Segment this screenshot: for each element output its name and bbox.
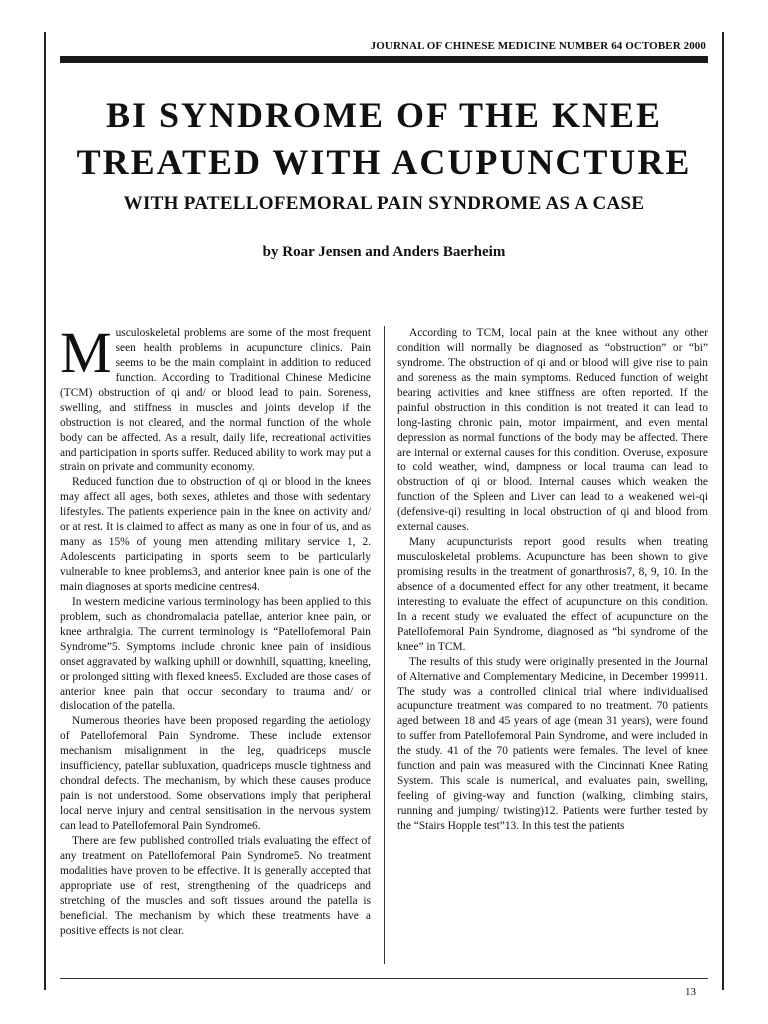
article-title: BI SYNDROME OF THE KNEE TREATED WITH ACUPUNCTURE <box>76 95 692 182</box>
article-body <box>60 320 708 964</box>
body-paragraph: There are few published controlled trials evaluating the effect of any treatment on Patellofemoral Pain Syndrome5. No treatment modalities have proven to be effective. It is generally accepted that appropriate use of rest, strengthening of the quadriceps and stretching of the muscles and soft tissues around the patella is beneficial. The mechanism by which these treatments have a positive effects is not clear. <box>60 834 371 937</box>
body-paragraph: According to TCM, local pain at the knee without any other condition will normally be diagnosed as “obstruction” or “bi” syndrome. The obstruction of qi and or blood will give rise to pain and soreness as the main symptoms. Reduced function of weight bearing activities and knee stiffness are often reported. If the painful obstruction in this condition is not treated it can lead to long-lasting chronic pain, motor impairment, and even mental depression as normal functions of the body may be affected. There are internal or external causes for this condition. Overuse, exposure to cold weather, wind, dampness or local trauma can lead to obstruction of qi or blood. Internal causes which weaken the function of the Spleen and Liver can lead to a weakened wei-qi (defensive-qi) resulting in local obstruction of qi and blood from external causes. <box>397 327 708 534</box>
journal-header: JOURNAL OF CHINESE MEDICINE NUMBER 64 OCTOBER 2000 <box>370 40 706 52</box>
article-subtitle: WITH PATELLOFEMORAL PAIN SYNDROME AS A CASE <box>123 193 645 214</box>
header-bar <box>60 56 708 63</box>
body-paragraph: Musculoskeletal problems are some of the most frequent seen health problems in acupuncture clinics. Pain seems to be the main complaint in addition to reduced function. According to Traditional Chinese Medicine (TCM) obstruction of qi and/ or blood lead to pain. Soreness, swelling, and stiffness in muscles and joints develop if the obstruction is not cleared, and the normal function of the whole body can be affected. As a result, daily life, recreational activities and participation in sports suffer. Reduced ability to work may put a strain on private and community economy. <box>60 320 371 474</box>
footer-rule <box>60 978 708 979</box>
body-paragraph: Numerous theories have been proposed regarding the aetiology of Patellofemoral Pain Syndrome. These include extensor mechanism misalignment in the leg, quadriceps muscle insufficiency, patellar subluxation, quadriceps muscle tightness and chondral defects. The mechanism, by which these causes produce pain is not understood. Some observations imply that peripheral local nerve injury and central sensitisation in the nervous system can lead to Patellofemoral Pain Syndrome6. <box>60 715 371 832</box>
body-paragraph: Many acupuncturists report good results when treating musculoskeletal problems. Acupuncture has been shown to give promising results in the treatment of gonarthrosis7, 8, 9, 10. In the absence of a documented effect for any other treatment, it became interesting to evaluate the effect of acupuncture on this condition. In a recent study we evaluated the effect of acupuncture on the Patellofemoral Pain Syndrome, diagnosed as “bi syndrome of the knee” in TCM. <box>397 536 708 653</box>
right-margin-rule <box>722 32 724 990</box>
body-paragraph: In western medicine various terminology has been applied to this problem, such as chondromalacia patellae, anterior knee pain, or knee arthralgia. The current terminology is “Patellofemoral Pain Syndrome”5. Symptoms include chronic knee pain of insidious onset aggravated by walking uphill or downhill, squatting, kneeling, or prolonged sitting with flexed knees5. Excluded are those cases of anterior knee pain that occur secondary to trauma and/ or dislocation of the patella. <box>60 595 371 713</box>
drop-cap: M <box>60 320 112 385</box>
body-paragraph: The results of this study were originally presented in the Journal of Alternative and Complementary Medicine, in December 199911. The study was a controlled clinical trial where individualised acupuncture treatment was compared to no treatment. 70 patients aged between 18 and 45 years of age (mean 31 years), were found to suffer from Patellofemoral Pain Syndrome, and were included in the study. 41 of the 70 patients were females. The level of knee function and pain was measured with the Cincinnati Knee Rating System. This scale is numerical, and evaluates pain, swelling, feeling of giving-way and function (walking, climbing stairs, running and jumping/ twisting)12. Patients were further tested by the “Stairs Hopple test”13. In this test the patients <box>397 655 708 832</box>
left-margin-rule <box>44 32 46 990</box>
article-authors: by Roar Jensen and Anders Baerheim <box>262 244 506 260</box>
page-number: 13 <box>685 986 696 998</box>
body-paragraph: Reduced function due to obstruction of qi or blood in the knees may affect all ages, both sexes, athletes and those with sedentary lifestyles. The patients experience pain in the knee on activity and/ or at rest. It is claimed to affect as many as one in four of us, and as many as 15% of young men attending military service 1, 2. Adolescents participating in sports seem to be particularly vulnerable to knee problems3, and anterior knee pain is one of the main diagnoses at sports medicine centres4. <box>60 476 371 593</box>
